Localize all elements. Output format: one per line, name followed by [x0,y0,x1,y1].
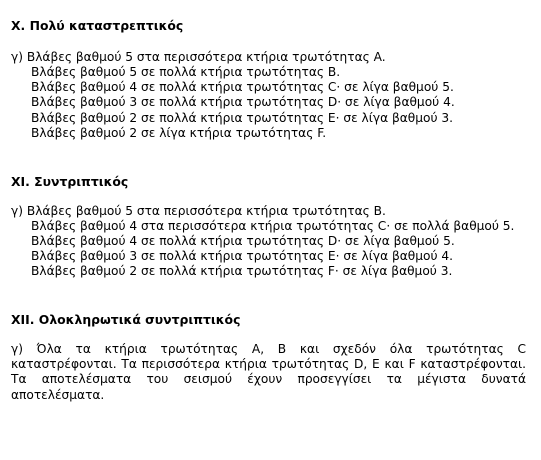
section-x-line-3: Βλάβες βαθμού 4 σε πολλά κτήρια τρωτότητας C· σε λίγα βαθμού 5. [31,80,454,94]
section-xii-paragraph-line-3: Τα αποτελέσματα του σεισμού έχουν προσεγγίσει τα μέγιστα δυνατά [11,372,526,387]
section-x-line-5: Βλάβες βαθμού 2 σε πολλά κτήρια τρωτότητας E· σε λίγα βαθμού 3. [31,111,454,125]
section-xii-paragraph-line-1: γ) Όλα τα κτήρια τρωτότητας A, B και σχεδόν όλα τρωτότητας C [11,342,526,356]
section-x-line-6: Βλάβες βαθμού 2 σε λίγα κτήρια τρωτότητας F. [31,126,327,140]
section-xi-line-3: Βλάβες βαθμού 4 σε πολλά κτήρια τρωτότητας D· σε λίγα βαθμού 5. [31,234,455,248]
section-xi-line-1: γ) Βλάβες βαθμού 5 στα περισσότερα κτήρια τρωτότητας B. [11,204,386,218]
section-heading-x: X. Πολύ καταστρεπτικός [11,18,184,33]
section-xii-paragraph [11,342,526,403]
section-heading-xi: XI. Συντριπτικός [11,174,129,189]
section-xi-line-5: Βλάβες βαθμού 2 σε πολλά κτήρια τρωτότητας F· σε λίγα βαθμού 3. [31,264,453,278]
section-xi-line-4: Βλάβες βαθμού 3 σε πολλά κτήρια τρωτότητας E· σε λίγα βαθμού 4. [31,249,454,263]
section-xii-paragraph-line-4: αποτελέσματα. [11,387,105,402]
section-x-line-2: Βλάβες βαθμού 5 σε πολλά κτήρια τρωτότητας B. [31,65,341,79]
section-heading-xii: XII. Ολοκληρωτικά συντριπτικός [11,312,241,327]
section-x-line-1: γ) Βλάβες βαθμού 5 στα περισσότερα κτήρια τρωτότητας A. [11,50,386,64]
section-xi-line-2: Βλάβες βαθμού 4 στα περισσότερα κτήρια τρωτότητας C· σε πολλά βαθμού 5. [31,219,515,233]
section-xii-paragraph-line-2: καταστρέφονται. Τα περισσότερα κτήρια τρωτότητας D, E και F καταστρέφονται. [11,357,526,372]
section-x-line-4: Βλάβες βαθμού 3 σε πολλά κτήρια τρωτότητας D· σε λίγα βαθμού 4. [31,95,455,109]
